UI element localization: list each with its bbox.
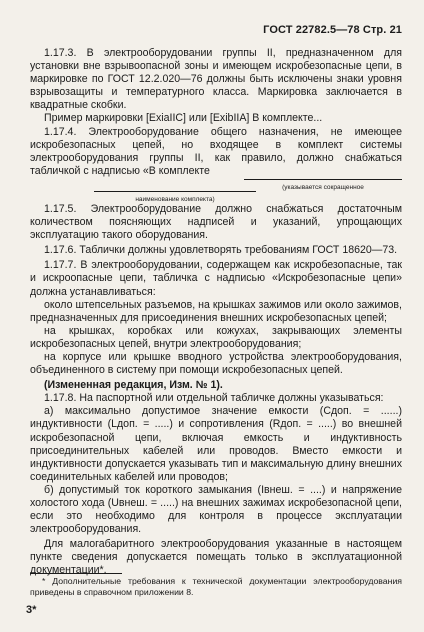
footnote: * Дополнительные требования к технической документации электрооборудования приведены в справочном приложении 8. xyxy=(30,576,402,597)
paragraph-1-17-4: 1.17.4. Электрооборудование общего назначения, не имеющее искробезопасных цепей, но входящее в комплект системы электрооборудования группы II, как правило, должно снабжаться табличкой с надписью «В комплекте xyxy=(30,125,402,177)
paragraph-1-17-3: 1.17.3. В электрооборудовании группы II, предназначенном для установки вне взрывоопасной зоны и имеющем искробезопасные цепи, в маркировке по ГОСТ 12.2.020—76 должны быть исключены знаки уровня взрывозащиты и температурного класса. Маркировка заключается в квадратные скобки. xyxy=(30,47,402,112)
page-header: ГОСТ 22782.5—78 Стр. 21 xyxy=(263,24,402,36)
list-item-a: а) максимально допустимое значение емкости (Cдоп. = ......) индуктивности (Lдоп. = .....) и сопротивления (Rдоп. = .....) во внешней искробезопасной цепи, включая емкость и индуктивность присоединительных кабелей или проводов. Вместо емкости и индуктивности допускается указывать тип и максимальную длину внешних соединительных кабелей или проводов; xyxy=(30,405,402,483)
footnote-divider xyxy=(30,573,122,574)
marking-example: Пример маркировки [ExiaIIC] или [ExibIIA] В комплекте... xyxy=(44,112,323,125)
paragraph-1-17-8: 1.17.8. На паспортной или отдельной табличке должны указываться: xyxy=(44,392,384,405)
paragraph-1-17-7: 1.17.7. В электрооборудовании, содержащем как искробезопасные, так и искроопасные цепи, табличка с надписью «Искробезопасные цепи» должна устанавливаться: xyxy=(30,259,402,298)
paragraph-small-equipment: Для малогабаритного электрооборудования указанные в настоящем пункте сведения допускается помещать только в эксплуатационной документации*. xyxy=(30,538,402,577)
document-body xyxy=(30,47,402,578)
page-signature-mark: 3* xyxy=(26,604,37,616)
blank-field xyxy=(30,179,402,203)
list-item-sockets: около штепсельных разъемов, на крышках зажимов или около зажимов, предназначенных для присоединения внешних искробезопасных цепей; xyxy=(30,298,402,324)
paragraph-1-17-5: 1.17.5. Электрооборудование должно снабжаться достаточным количеством поясняющих надписей и указаний, упрощающих эксплуатацию такого оборудования. xyxy=(30,202,402,242)
amendment-note: (Измененная редакция, Изм. № 1). xyxy=(44,379,223,392)
list-item-housing: на корпусе или крышке вводного устройства электрооборудования, объединенного в систему при помощи искробезопасных цепей. xyxy=(30,350,402,377)
list-item-b: б) допустимый ток короткого замыкания (Iвнеш. = ....) и напряжение холостого хода (Uвнеш. = .....) на внешних зажимах искробезопасной цепи, если это необходимо для контроля в процессе эксплуатации электрооборудования. xyxy=(30,483,402,536)
blank-caption-name: наименование комплекта) xyxy=(94,191,256,206)
paragraph-1-17-6: 1.17.6. Таблички должны удовлетворять требованиям ГОСТ 18620—73. xyxy=(44,244,398,257)
list-item-covers: на крышках, коробках или кожухах, закрывающих элементы искробезопасных цепей, внутри электрооборудования; xyxy=(30,324,402,350)
blank-caption-abbreviation: (указывается сокращенное xyxy=(244,179,402,194)
